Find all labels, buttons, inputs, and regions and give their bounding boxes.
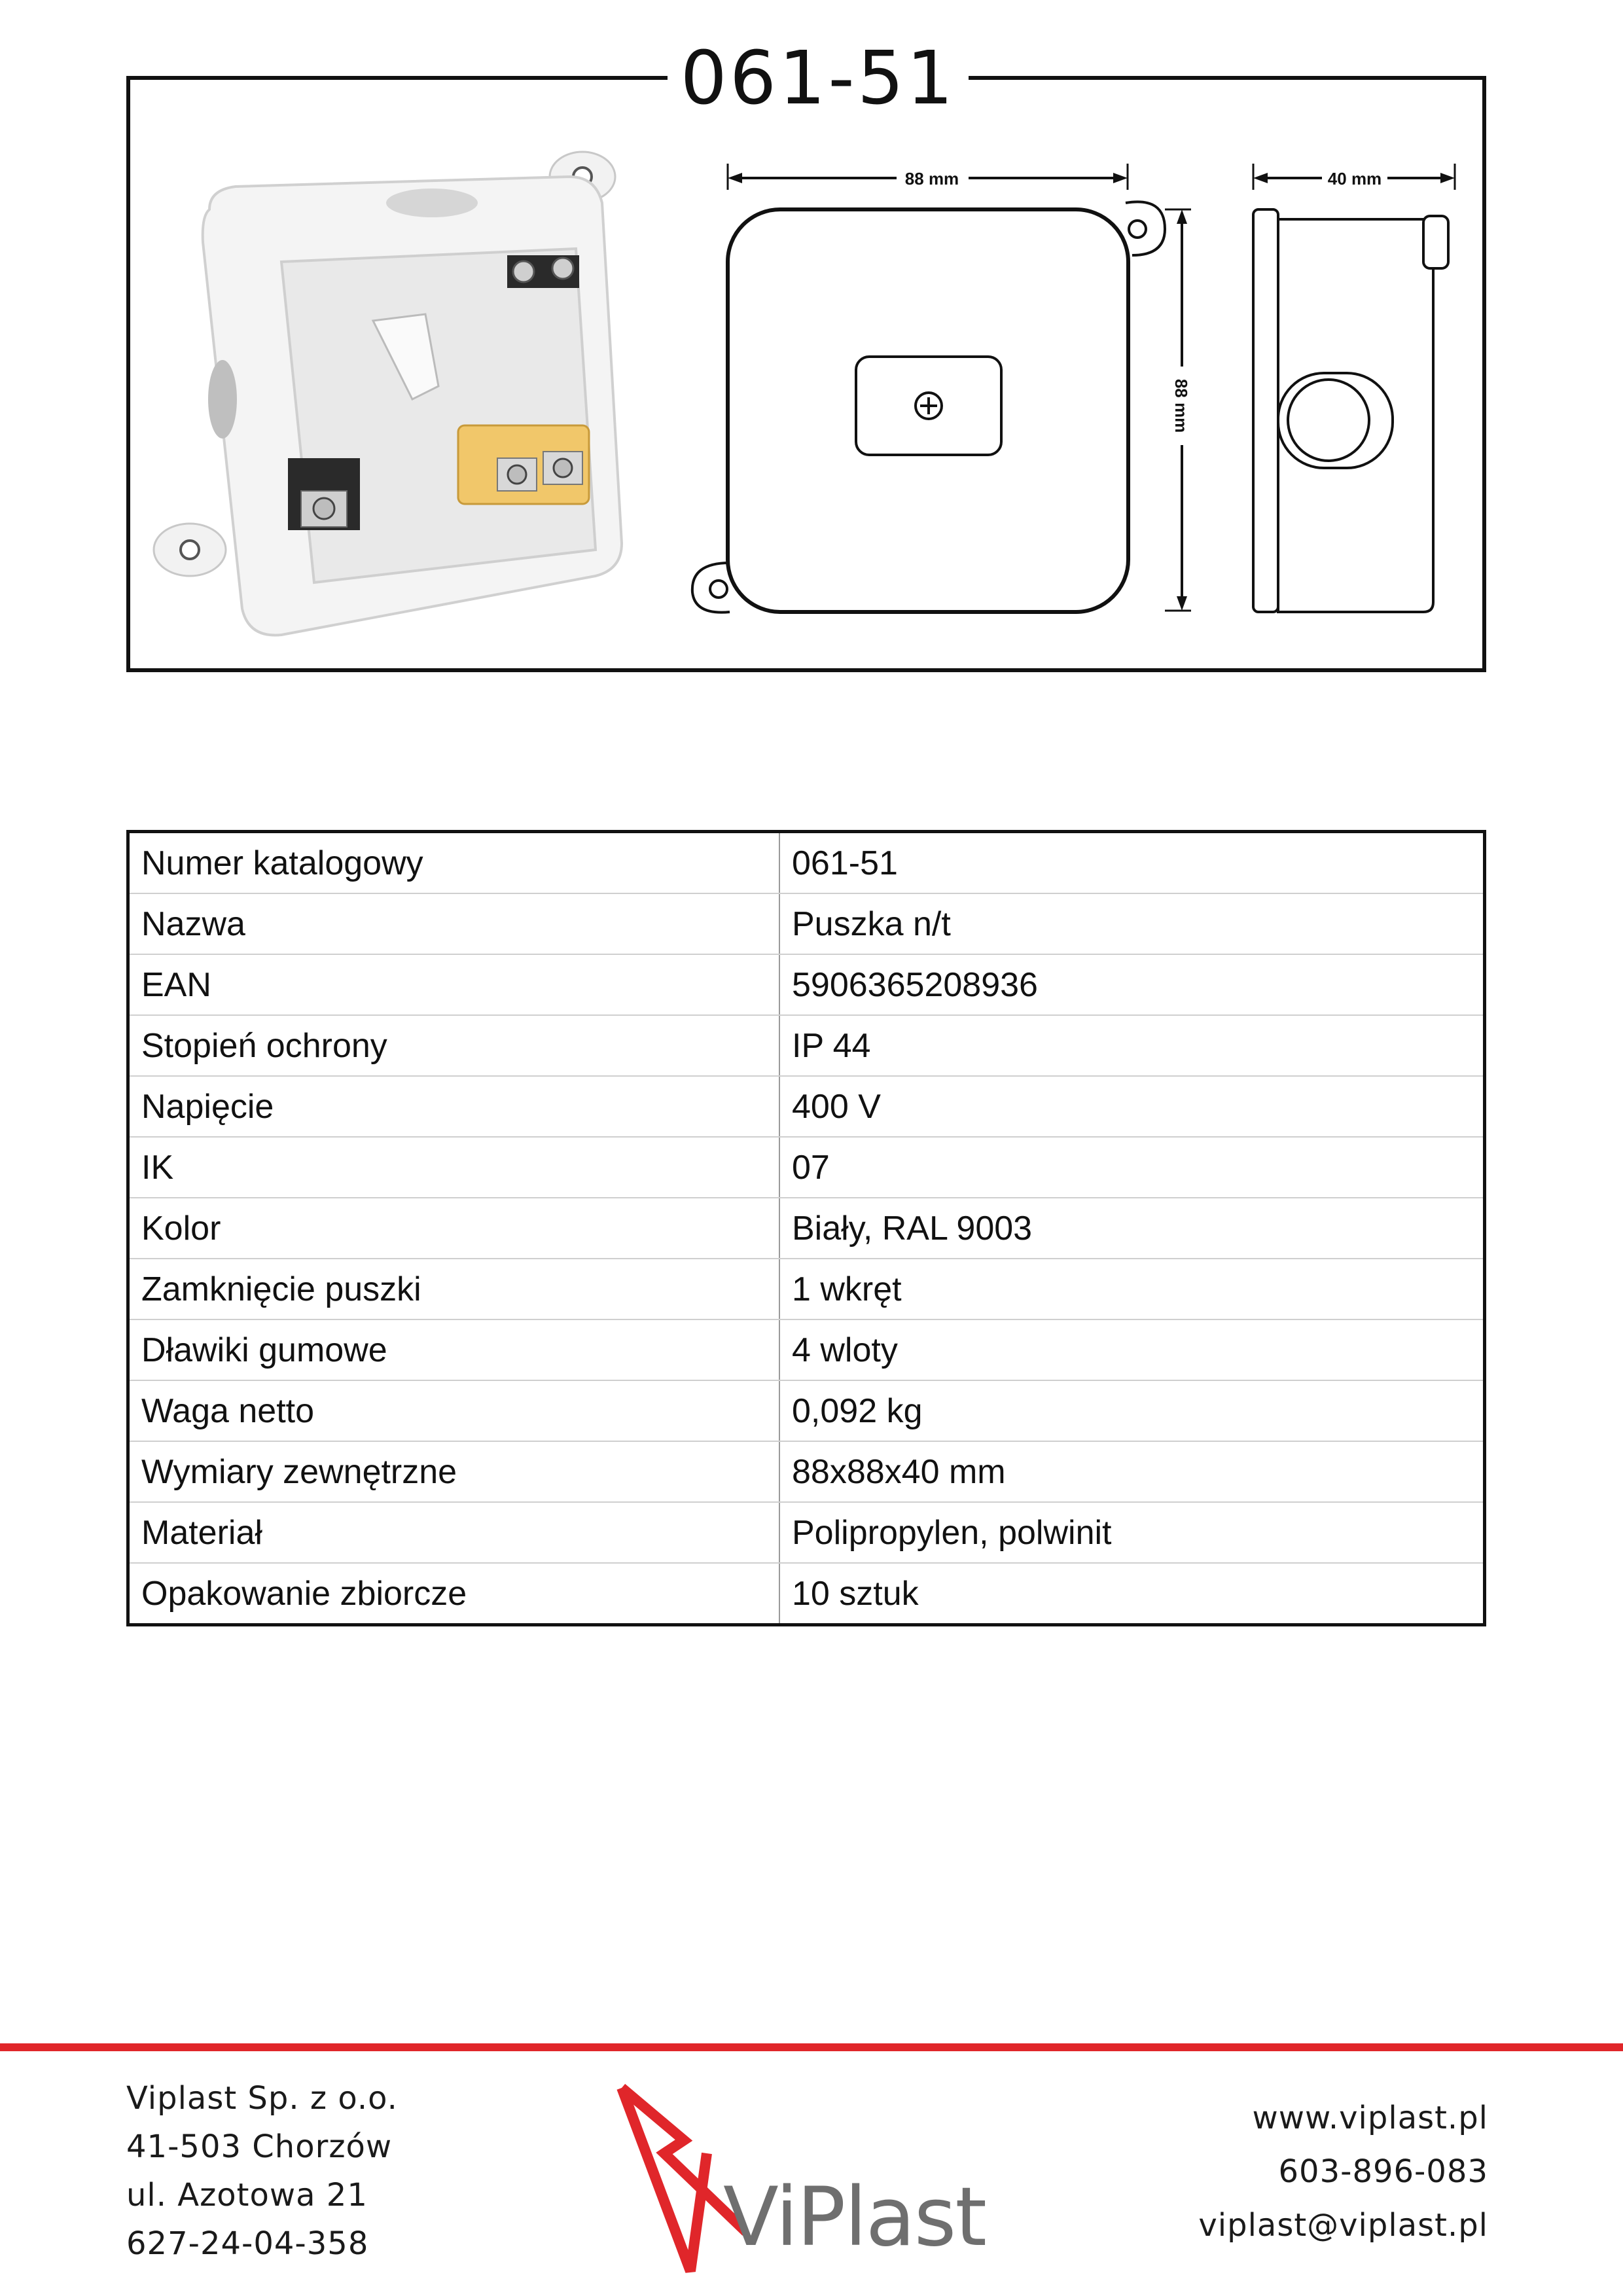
spec-label: Opakowanie zbiorcze [128,1563,780,1625]
logo-wordmark: ViPlast [723,2170,986,2265]
spec-label: Kolor [128,1198,780,1259]
table-row [128,1380,1485,1441]
spec-label: Napięcie [128,1076,780,1137]
table-row [128,1137,1485,1198]
company-street: ul. Azotowa 21 [126,2177,368,2214]
width-dimension-label: 88 mm [904,169,959,188]
website-link[interactable]: www.viplast.pl [1252,2100,1488,2136]
table-row [128,1015,1485,1076]
table-row [128,954,1485,1015]
company-city: 41-503 Chorzów [126,2128,393,2165]
front-view-drawing [681,144,1191,628]
table-row [128,1259,1485,1319]
height-dimension-label: 88 mm [1171,378,1191,433]
spec-value: Puszka n/t [779,893,1485,954]
spec-value: 061-51 [779,832,1485,894]
side-view-drawing [1237,151,1472,622]
table-row [128,1563,1485,1625]
spec-label: Materiał [128,1502,780,1563]
depth-dimension-label: 40 mm [1327,169,1382,188]
spec-value: 10 sztuk [779,1563,1485,1625]
spec-value: Biały, RAL 9003 [779,1198,1485,1259]
company-name: Viplast Sp. z o.o. [126,2080,398,2117]
product-photo [151,151,687,648]
email-link[interactable]: viplast@viplast.pl [1198,2207,1488,2244]
spec-label: Nazwa [128,893,780,954]
spec-table [126,830,1486,1626]
footer-divider [0,2043,1623,2051]
table-row [128,1198,1485,1259]
spec-value: 0,092 kg [779,1380,1485,1441]
spec-value: 07 [779,1137,1485,1198]
spec-label: EAN [128,954,780,1015]
spec-value: 4 wloty [779,1319,1485,1380]
spec-label: Wymiary zewnętrzne [128,1441,780,1502]
spec-value: IP 44 [779,1015,1485,1076]
spec-value: 1 wkręt [779,1259,1485,1319]
table-row [128,1319,1485,1380]
table-row [128,1502,1485,1563]
table-row [128,893,1485,954]
company-nip: 627-24-04-358 [126,2225,369,2262]
spec-label: Dławiki gumowe [128,1319,780,1380]
spec-value: 88x88x40 mm [779,1441,1485,1502]
spec-label: Zamknięcie puszki [128,1259,780,1319]
spec-label: Waga netto [128,1380,780,1441]
spec-label: IK [128,1137,780,1198]
spec-label: Stopień ochrony [128,1015,780,1076]
spec-value: 5906365208936 [779,954,1485,1015]
phone-number: 603-896-083 [1278,2153,1488,2190]
page-title: 061-51 [668,26,969,131]
table-row [128,1076,1485,1137]
table-row [128,832,1485,894]
spec-value: Polipropylen, polwinit [779,1502,1485,1563]
spec-label: Numer katalogowy [128,832,780,894]
table-row [128,1441,1485,1502]
spec-value: 400 V [779,1076,1485,1137]
